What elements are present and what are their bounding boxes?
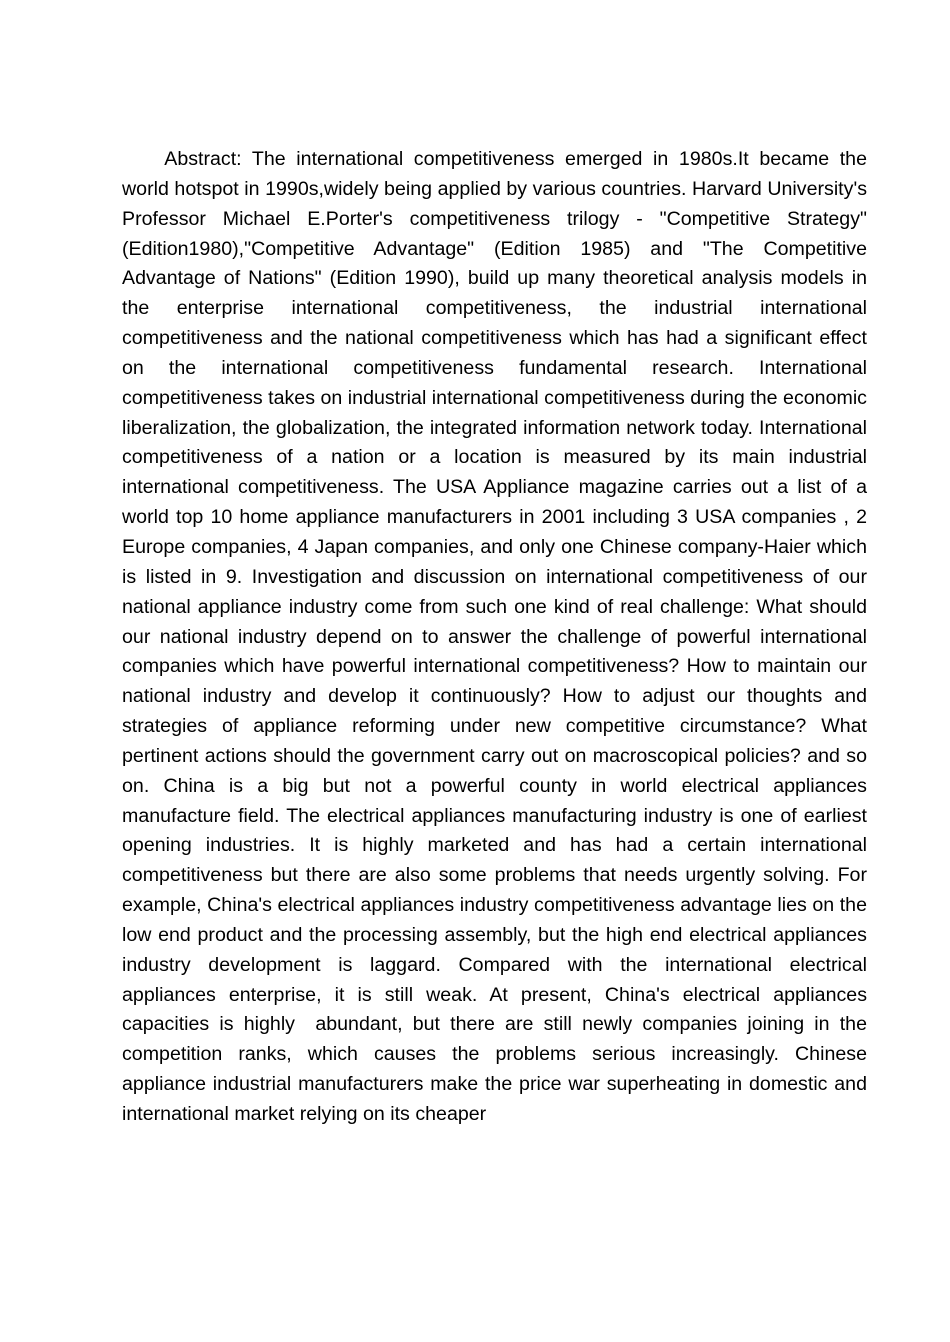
- abstract-paragraph: Abstract: The international competitiveness emerged in 1980s.It became the world hotspot in 1990s,widely being applied by various countries. Harvard University's Professor Michael E.Porter's competitiveness trilogy - "Competitive Strategy" (Edition1980),"Competitive Advantage" (Edition 1985) and "The Competitive Advantage of Nations" (Edition 1990), build up many theoretical analysis models in the enterprise international competitiveness, the industrial international competitiveness and the national competitiveness which has had a significant effect on the international competitiveness fundamental research. International competitiveness takes on industrial international competitiveness during the economic liberalization, the globalization, the integrated information network today. International competitiveness of a nation or a location is measured by its main industrial international competitiveness. The USA Appliance magazine carries out a list of a world top 10 home appliance manufacturers in 2001 including 3 USA companies , 2 Europe companies, 4 Japan companies, and only one Chinese company-Haier which is listed in 9. Investigation and discussion on international competitiveness of our national appliance industry come from such one kind of real challenge: What should our national industry depend on to answer the challenge of powerful international companies which have powerful international competitiveness? How to maintain our national industry and develop it continuously? How to adjust our thoughts and strategies of appliance reforming under new competitive circumstance? What pertinent actions should the government carry out on macroscopical policies? and so on. China is a big but not a powerful county in world electrical appliances manufacture field. The electrical appliances manufacturing industry is one of earliest opening industries. It is highly marketed and has had a certain international competitiveness but there are also some problems that needs urgently solving. For example, China's electrical appliances industry competitiveness advantage lies on the low end product and the processing assembly, but the high end electrical appliances industry development is laggard. Compared with the international electrical appliances enterprise, it is still weak. At present, China's electrical appliances capacities is highly abundant, but there are still newly companies joining in the competition ranks, which causes the problems serious increasingly. Chinese appliance industrial manufacturers make the price war superheating in domestic and international market relying on its cheaper: [122, 148, 873, 1125]
- abstract-section: [122, 145, 873, 1130]
